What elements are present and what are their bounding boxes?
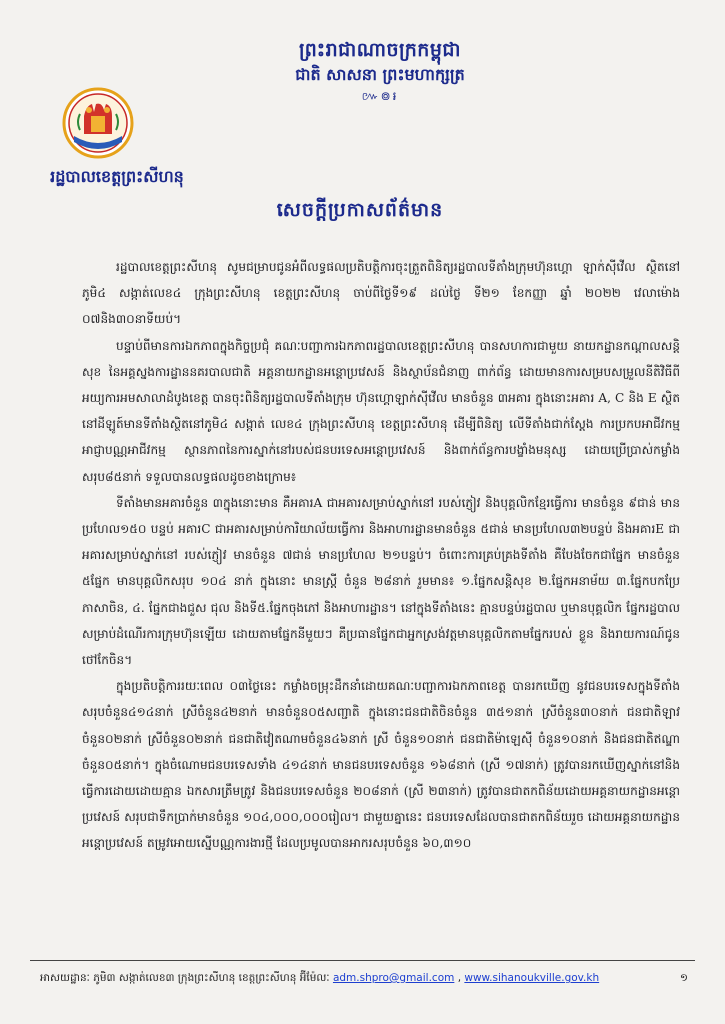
paragraph: រដ្ឋបាលខេត្តព្រះសីហនុ សូមជម្រាបជូនអំពីលទ្ធផលប្រតិបត្តិការចុះត្រួតពិនិត្យរដ្ឋបាលទីតាំងក្រុមហ៊ុនហ្គោ ឡាក់ស៊ីវើល ស្ថិតនៅភូមិ៤ សង្កាត់លេខ៤ ក្រុងព្រះសីហនុ ខេត្តព្រះសីហនុ ចាប់ពីថ្ងៃទី១៩ ដល់ថ្ងៃ ទី២១ ខែកញ្ញា ឆ្នាំ ២០២២ វេលាម៉ោង ០៧និង៣០នាទីយប់។ [82, 260, 680, 327]
footer-divider [30, 960, 695, 961]
agency-name: រដ្ឋបាលខេត្តព្រះសីហនុ [50, 167, 184, 186]
header-ornament: ៚៙៛ [361, 89, 399, 103]
paragraph: ក្នុងប្រតិបត្តិការរយៈពេល ០៣ថ្ងៃនេះ កម្លាំងចម្រុះដឹកនាំដោយគណៈបញ្ជាការឯកភាពខេត្ត បានរកឃើញ នូវជនបរទេសក្នុងទីតាំងសរុបចំនួន៤១៤នាក់ ស្រីចំនួន៤២នាក់ មានចំនួន០៥សញ្ជាតិ ក្នុងនោះជនជាតិចិនចំនួន ៣៥១នាក់ ស្រីចំនួន៣០នាក់ ជនជាតិឡាវ ចំនួន០២នាក់ ស្រីចំនួន០២នាក់ ជនជាតិវៀតណាមចំនួន៤៦នាក់ ស្រី ចំនួន១០នាក់ ជនជាតិម៉ាឡេស៊ី ចំនួន១០នាក់ និងជនជាតិឥណ្ឌា ចំនួន០៥នាក់។ ក្នុងចំណោមជនបរទេសទាំង ៤១៤នាក់ មានជនបរទេសចំនួន ១៦៨នាក់ (ស្រី ១៧នាក់) ត្រូវបានរកឃើញស្នាក់នៅនិងធ្វើការដោយដោយគ្មាន ឯកសារត្រឹមត្រូវ និងជនបរទេសចំនួន ២០៨នាក់ (ស្រី ២៣នាក់) ត្រូវបានជាតកពិន័យដោយអគ្គនាយកដ្ឋានអន្តោ ប្រវេសន៍ សរុបជាទឹកប្រាក់មានចំនួន ១០៤,០០០,០០០រៀល។ ជាមួយគ្នានេះ ជនបរទេសដែលបានជាតកពិន័យរួច ដោយអគ្គនាយកដ្ឋានអន្តោប្រវេសន៍ តម្រូវអោយស្នើបណ្ណការងារថ្មី ដែលប្រមូលបានអាករសរុបចំនួន ៦០,៣១០ [82, 679, 680, 851]
footer-address: អាសយដ្ឋានៈ ភូមិ៣ សង្កាត់លេខ៣ ក្រុងព្រះសីហនុ ខេត្តព្រះសីហនុ អ៊ីម៉ែលៈ [40, 972, 330, 984]
website-link[interactable]: www.sihanoukville.gov.kh [464, 972, 600, 984]
footer [40, 972, 680, 987]
email-link[interactable]: adm.shpro@gmail.com [332, 972, 455, 984]
provincial-seal-icon [62, 86, 134, 160]
document-body [82, 254, 680, 857]
kingdom-heading: ព្រះរាជាណាចក្រកម្ពុជា [299, 39, 461, 61]
footer-separator: , [454, 972, 465, 984]
paragraph: ទីតាំងមានអគារចំនួន ៣ក្នុងនោះមាន គឺអគារA ជាអគារសម្រាប់ស្នាក់នៅ របស់ភ្ញៀវ និងបុគ្គលិកខ្មែរធ្វើការ មានចំនួន ៩ជាន់ មានប្រហែល១៥០ បន្ទប់ អគារC ជាអគារសម្រាប់ការិយាល័យធ្វើការ និងអាហារដ្ឋានមានចំនួន ៥ជាន់ មានប្រហែល៣២បន្ទប់ និងអគារE ជាអគារសម្រាប់ស្នាក់នៅ របស់ភ្ញៀវ មានចំនួន ៧ជាន់ មានប្រហែល ២១បន្ទប់។ ចំពោះការគ្រប់គ្រងទីតាំង គឺបែងចែកជាផ្នែក មានចំនួន ៥ផ្នែក មានបុគ្គលិកសរុប ១០៤ នាក់ ក្នុងនោះ មានស្ត្រី ចំនួន ២៨នាក់ រួមមាន៖ ១.ផ្នែកសន្តិសុខ ២.ផ្នែកអនាម័យ ៣.ផ្នែកបកប្រែភាសាចិន, ៤. ផ្នែកជាងជួស ជុល និងទី៥.ផ្នែកចុងភៅ និងអាហារដ្ឋាន។ នៅក្នុងទីតាំងនេះ គ្មានបន្ទប់រដ្ឋបាល ឬមានបុគ្គលិក ផ្នែករដ្ឋបាល សម្រាប់ដំណើរការក្រុមហ៊ុនឡើយ ដោយតាមផ្នែកនីមួយៗ គឺប្រធានផ្នែកជាអ្នកស្រង់វត្តមានបុគ្គលិកតាមផ្នែករបស់ ខ្លួន និងរាយការណ៍ជូនថៅកែចិន។ [82, 495, 680, 668]
page-number: ១ [680, 972, 688, 984]
paragraph: បន្ទាប់ពីមានការឯកភាពក្នុងកិច្ចប្រជុំ គណៈបញ្ជាការឯកភាពរដ្ឋបាលខេត្តព្រះសីហនុ បានសហការជាមួយ នាយកដ្ឋានកណ្តាលសន្តិសុខ នៃអគ្គស្នងការដ្ឋាននគរបាលជាតិ អគ្គនាយកដ្ឋានអន្តោប្រវេសន៍ និងស្ថាប័នជំនាញ ពាក់ព័ន្ធ ដោយមានការសម្របសម្រួលនីតិវិធីពីអយ្យការអមសាលាដំបូងខេត្ត បានចុះពិនិត្យរដ្ឋបាលទីតាំងក្រុម ហ៊ុនហ្គោឡាក់ស៊ីវើល មានចំនួន ៣អគារ ក្នុងនោះអគារ A, C និង E ស្ថិតនៅដីឡូត៍មានទីតាំងស្ថិតនៅភូមិ៤ សង្កាត់ លេខ៤ ក្រុងព្រះសីហនុ ខេត្តព្រះសីហនុ ដើម្បីពិនិត្យ លើទីតាំងជាក់ស្តែង ការប្រកបអាជីវកម្ម អាជ្ញាបណ្ណអាជីវកម្ម ស្ថានភាពនៃការស្នាក់នៅរបស់ជនបរទេសអន្តោប្រវេសន៍ និងពាក់ព័ន្ធការបង្ខាំងមនុស្ស ដោយប្រើប្រាស់កម្លាំង សរុប៨៥នាក់ ទទួលបានលទ្ធផលដូចខាងក្រោម៖ [82, 338, 680, 484]
national-motto: ជាតិ សាសនា ព្រះមហាក្សត្រ [295, 65, 465, 84]
document-title: សេចក្តីប្រកាសព័ត៌មាន [276, 199, 444, 221]
